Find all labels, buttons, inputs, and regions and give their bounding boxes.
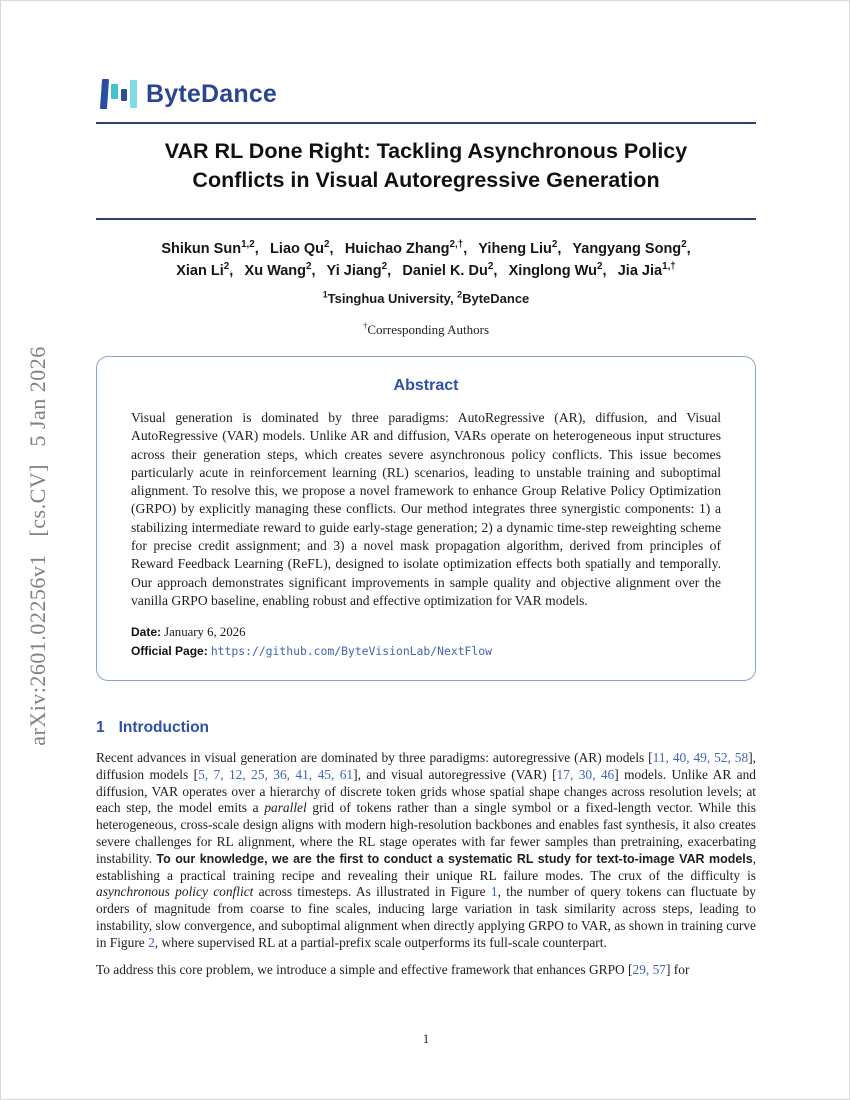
date-value: January 6, 2026: [164, 625, 246, 640]
logo-bar: [100, 79, 109, 109]
intro-paragraph-1: Recent advances in visual generation are dominated by three paradigms: autoregressive (AR) models [11, 40, 49, 52, 58], diffusion models [5, 7, 12, 25, 36, 41, 45, 61], and visual autoregressive (VAR) [17, 30, 46] models. Unlike AR and diffusion, VAR operates over a hierarchy of discrete token grids whose spatial shape changes across resolution levels; at each step, the model emits a parallel grid of tokens rather than a single symbol or a fixed-length vector. While this heterogeneous, cross-scale design aligns with modern high-resolution backbones and enables fast synthesis, it also creates severe challenges for RL alignment, where the RL stage operates with far fewer samples than pretraining, exacerbating instability. To our knowledge, we are the first to conduct a systematic RL study for text-to-image VAR models, establishing a practical training recipe and revealing their unique RL failure modes. The crux of the difficulty is asynchronous policy conflict across timesteps. As illustrated in Figure 1, the number of query tokens can fluctuate by orders of magnitude from coarse to fine scales, inducing large variation in task similarity across steps, leading to instability, slow convergence, and suboptimal alignment when directly applying GRPO to VAR, as shown in training curve in Figure 2, where supervised RL at a partial-prefix scale outperforms its full-scale counterpart.: [96, 750, 756, 950]
official-page-row: [131, 642, 721, 661]
abstract-box: [96, 356, 756, 681]
paper-title-line2: Conflicts in Visual Autoregressive Generation: [192, 168, 660, 192]
section-title: Introduction: [118, 719, 210, 736]
bytedance-logo: [101, 77, 277, 111]
corresponding-authors-note: †Corresponding Authors: [362, 320, 490, 337]
introduction-section: [96, 719, 756, 978]
date-label: Date:: [131, 625, 162, 640]
arxiv-identifier-sidebar: arXiv:2601.02256v1 [cs.CV] 5 Jan 2026: [25, 346, 50, 746]
section-heading: [96, 719, 756, 737]
bytedance-logo-icon: [101, 77, 137, 111]
author-list: [76, 238, 776, 282]
title-divider: [96, 218, 756, 220]
author-line-2: Xian Li$^2$, Xu Wang$^2$, Yi Jiang$^2$, Daniel K. Du$^2$, Xinglong Wu$^2$, Jia Jia$^{1,\dagger}$: [176, 261, 676, 279]
intro-paragraph-2: To address this core problem, we introduce a simple and effective framework that enhances GRPO [29, 57] for: [96, 961, 690, 977]
logo-bar: [130, 80, 137, 108]
abstract-heading: Abstract: [393, 377, 459, 394]
citation-link[interactable]: 29, 57: [632, 961, 666, 977]
abstract-metadata: [131, 623, 721, 660]
header-divider: [96, 122, 756, 124]
citation-link[interactable]: 11, 40, 49, 52, 58: [652, 750, 749, 765]
logo-bar: [111, 84, 118, 99]
citation-link[interactable]: 17, 30, 46: [556, 766, 615, 782]
paper-title-line1: VAR RL Done Right: Tackling Asynchronous Policy: [164, 139, 688, 163]
section-number: 1: [96, 719, 105, 736]
citation-link[interactable]: 2: [148, 934, 155, 950]
affiliations: $^1$Tsinghua University, $^2$ByteDance: [322, 289, 530, 306]
logo-wordmark: ByteDance: [146, 79, 278, 108]
citation-link[interactable]: 1: [490, 884, 498, 900]
page-number: 1: [422, 1031, 430, 1046]
official-page-label: Official Page:: [131, 643, 208, 658]
abstract-text: Visual generation is dominated by three paradigms: AutoRegressive (AR), diffusion, and Visual AutoRegressive (VAR) models. Unlike AR and diffusion, VARs operate on heterogeneous input structures across their generation steps, which creates severe asynchronous policy conflicts. This issue becomes particularly acute in reinforcement learning (RL) scenarios, leading to unstable training and suboptimal alignment. To resolve this, we propose a novel framework to enhance Group Relative Policy Optimization (GRPO) by explicitly managing these conflicts. Our method integrates three synergistic components: 1) a stabilizing intermediate reward to guide early-stage generation; 2) a dynamic time-step reweighting scheme for precise credit assignment; and 3) a novel mask propagation algorithm, derived from principles of Reward Feedback Learning (ReFL), designed to isolate optimization effects both spatially and temporally. Our approach demonstrates significant improvements in sample quality and objective alignment over the vanilla GRPO baseline, enabling robust and effective optimization for VAR models.: [131, 410, 721, 608]
official-page-link[interactable]: https://github.com/ByteVisionLab/NextFlow: [210, 643, 492, 658]
date-row: [131, 623, 721, 642]
logo-bar: [121, 89, 127, 101]
author-line-1: Shikun Sun$^{1,2}$, Liao Qu$^2$, Huichao Zhang$^{2,\dagger}$, Yiheng Liu$^2$, Yangyang Song$^2$,: [161, 239, 691, 257]
paper-title: [96, 137, 756, 195]
citation-link[interactable]: 5, 7, 12, 25, 36, 41, 45, 61: [198, 766, 354, 782]
